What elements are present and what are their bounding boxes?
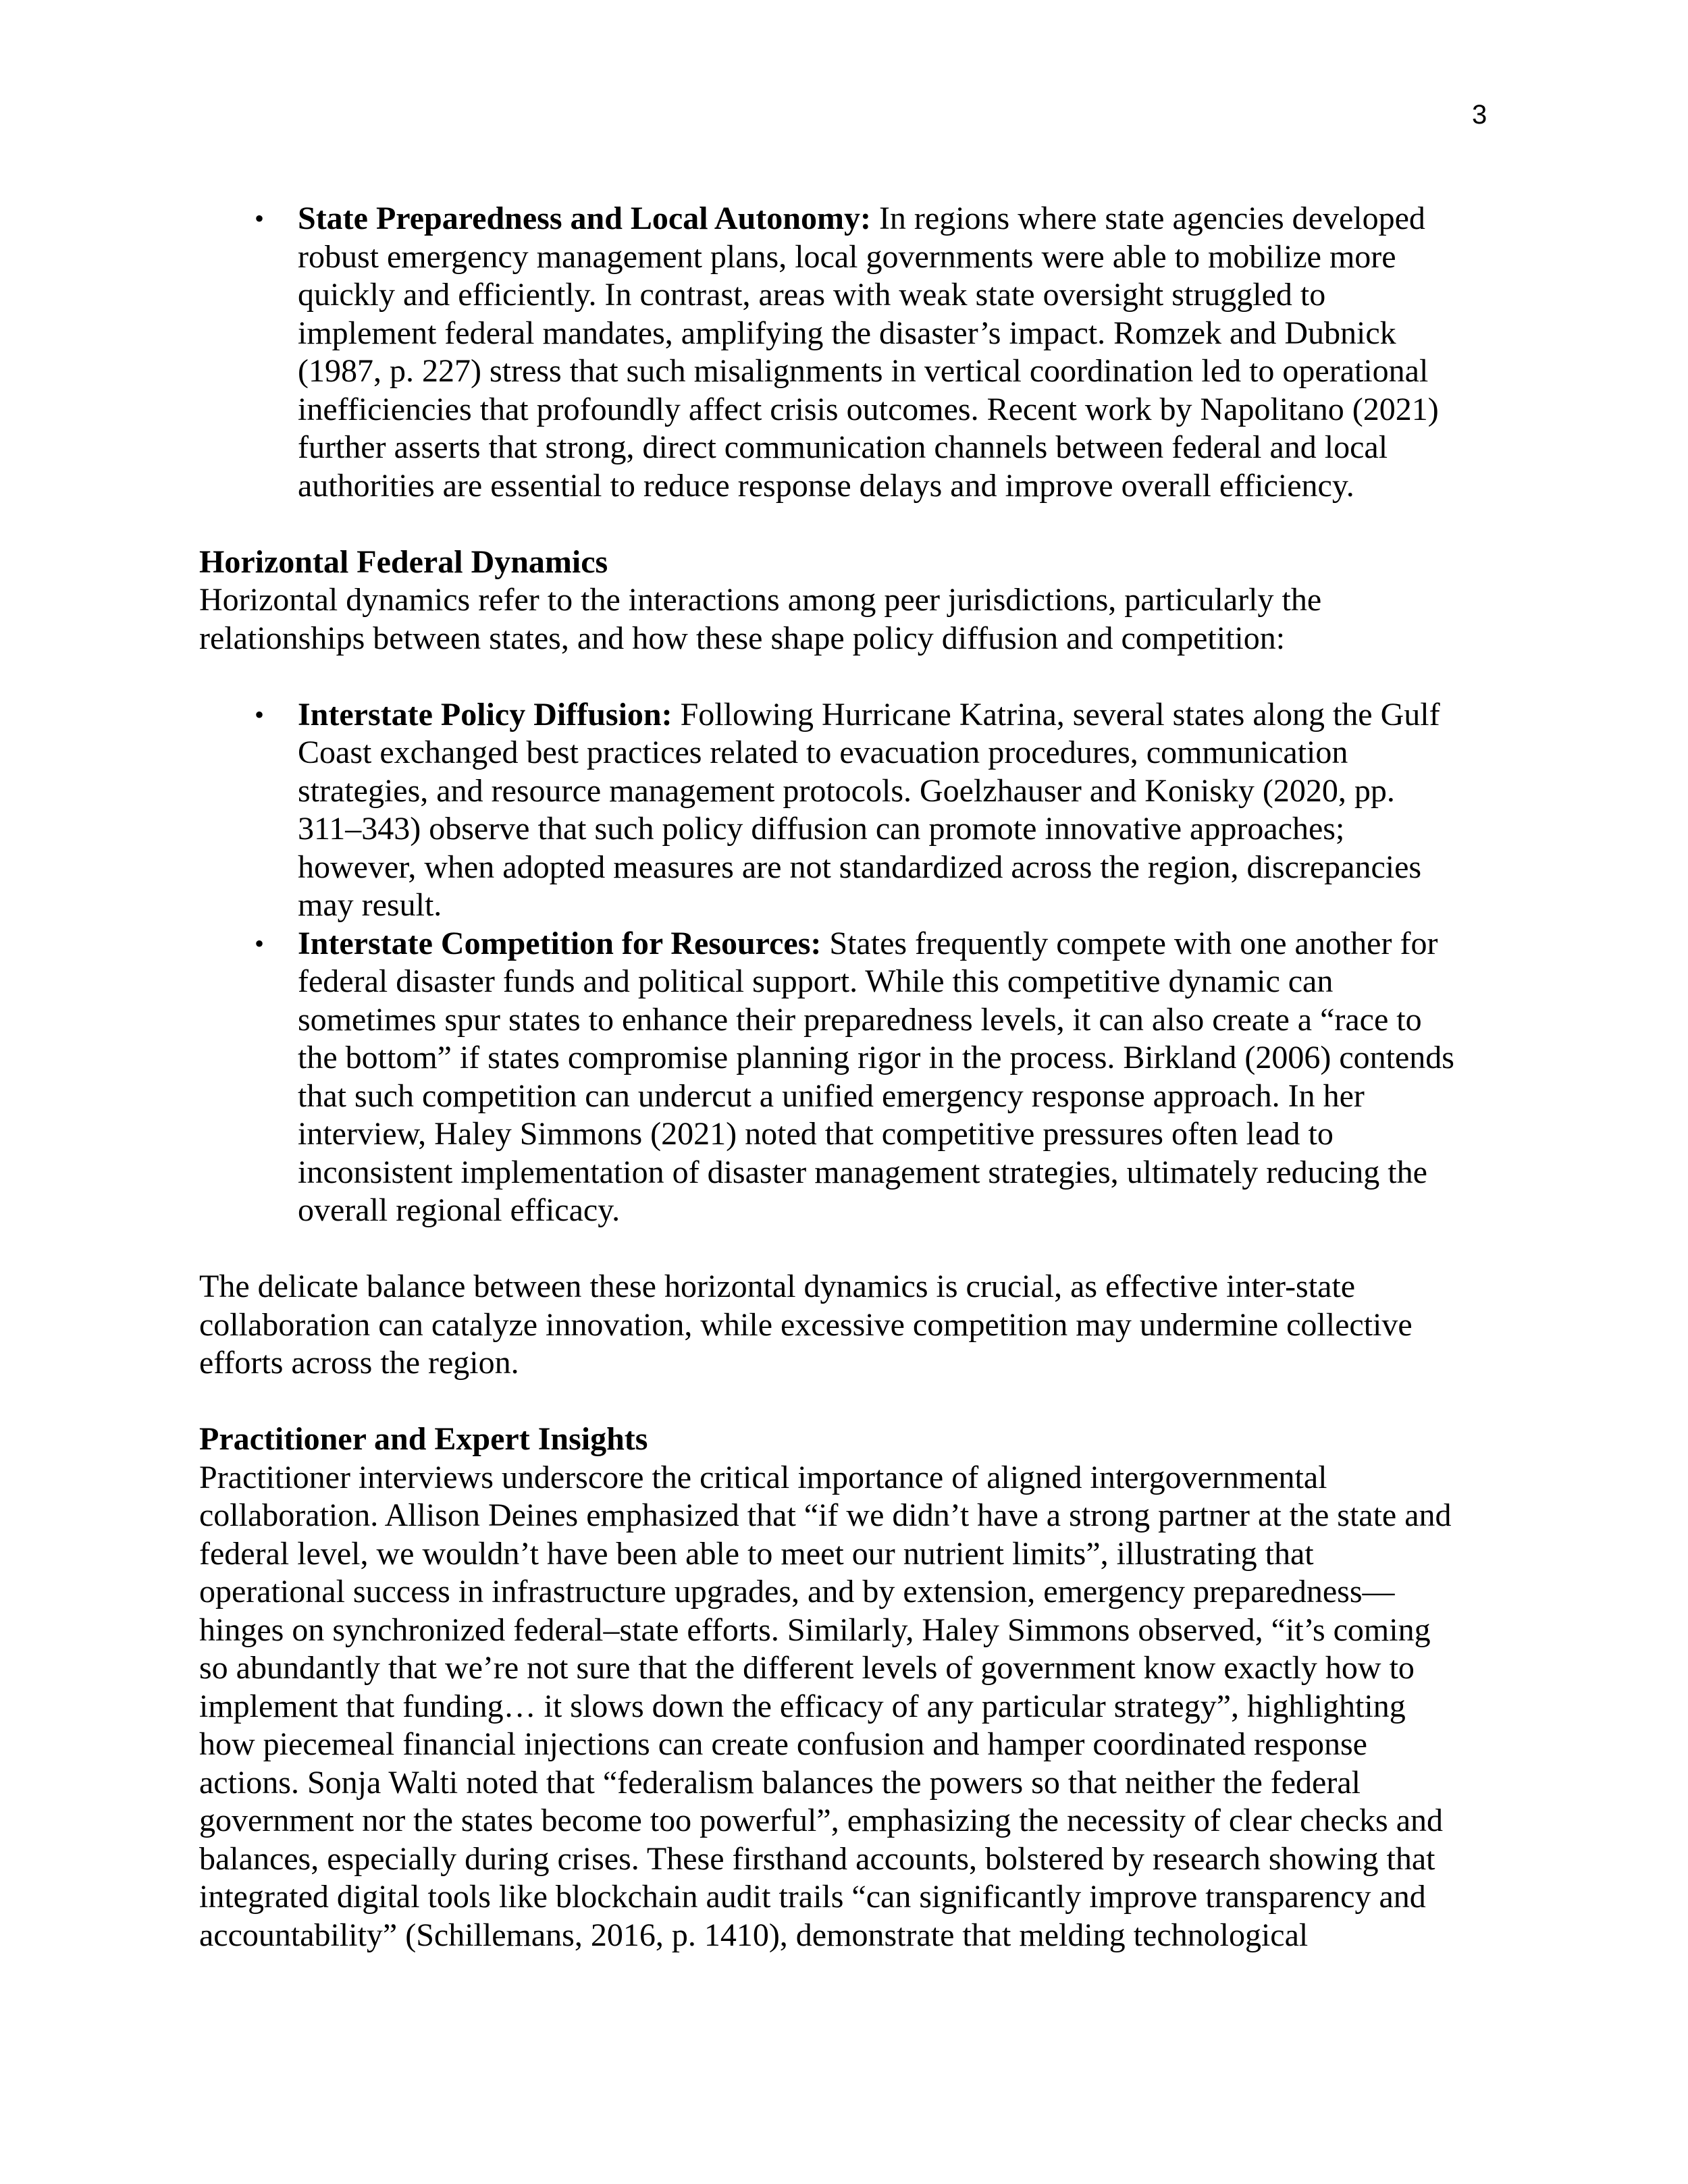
text-line: 311–343) observe that such policy diffusion can promote innovative approaches; [298,811,1345,847]
text-line: operational success in infrastructure upgrades, and by extension, emergency preparedness— [199,1574,1395,1609]
text-line: inefficiencies that profoundly affect crisis outcomes. Recent work by Napolitano (2021) [298,391,1439,427]
text-line: how piecemeal financial injections can create confusion and hamper coordinated response [199,1726,1367,1762]
bullet-item [199,925,1550,1230]
section-heading: Horizontal Federal Dynamics [199,543,608,580]
bullet-text: Following Hurricane Katrina, several states along the Gulf [672,696,1440,733]
text-line: collaboration. Allison Deines emphasized that “if we didn’t have a strong partner at the state and [199,1497,1452,1533]
text-line: that such competition can undercut a unified emergency response approach. In her [298,1077,1365,1114]
text-line: Horizontal dynamics refer to the interactions among peer jurisdictions, particularly the [199,582,1322,618]
text-line: (1987, p. 227) stress that such misalignments in vertical coordination led to operational [298,353,1429,389]
text-line: overall regional efficacy. [298,1192,621,1228]
text-line: integrated digital tools like blockchain audit trails “can significantly improve transparency and [199,1879,1426,1915]
text-line: efforts across the region. [199,1345,519,1381]
bullet-item [199,200,1550,505]
text-line: implement that funding… it slows down the efficacy of any particular strategy”, highlighting [199,1688,1406,1724]
text-line: federal disaster funds and political support. While this competitive dynamic can [298,963,1334,999]
text-line: authorities are essential to reduce response delays and improve overall efficiency. [298,467,1354,504]
bullet-list-horizontal [199,696,1550,1230]
text-line: interview, Haley Simmons (2021) noted that competitive pressures often lead to [298,1116,1334,1152]
bullet-item [199,696,1550,925]
text-line: actions. Sonja Walti noted that “federalism balances the powers so that neither the federal [199,1764,1361,1801]
text-line [298,696,1550,735]
text-line: accountability” (Schillemans, 2016, p. 1410), demonstrate that melding technological [199,1917,1309,1953]
document-body [199,200,1550,1954]
text-line: collaboration can catalyze innovation, while excessive competition may undermine collective [199,1306,1413,1343]
bullet-icon: • [255,928,265,959]
text-line: sometimes spur states to enhance their preparedness levels, it can also create a “race to [298,1001,1422,1038]
text-line: inconsistent implementation of disaster management strategies, ultimately reducing the [298,1154,1427,1190]
page-number: 3 [1472,100,1487,130]
text-line: strategies, and resource management protocols. Goelzhauser and Konisky (2020, pp. [298,772,1395,809]
text-line: hinges on synchronized federal–state efforts. Similarly, Haley Simmons observed, “it’s coming [199,1612,1431,1648]
bullet-text: States frequently compete with one another for [821,925,1438,961]
text-line: implement federal mandates, amplifying the disaster’s impact. Romzek and Dubnick [298,315,1396,351]
text-line: government nor the states become too powerful”, emphasizing the necessity of clear checks and [199,1803,1443,1838]
text-line: balances, especially during crises. These firsthand accounts, bolstered by research showing that [199,1840,1435,1877]
insights-paragraph [199,1459,1550,1955]
text-line: further asserts that strong, direct communication channels between federal and local [298,429,1388,465]
text-line: the bottom” if states compromise planning rigor in the process. Birkland (2006) contends [298,1040,1454,1075]
bullet-lead: Interstate Policy Diffusion: [298,696,672,733]
text-line [298,200,1550,238]
bullet-icon: • [255,203,265,234]
text-line: robust emergency management plans, local governments were able to mobilize more [298,238,1396,275]
text-line: relationships between states, and how these shape policy diffusion and competition: [199,620,1286,656]
text-line: Coast exchanged best practices related to evacuation procedures, communication [298,735,1348,770]
text-line: however, when adopted measures are not standardized across the region, discrepancies [298,849,1422,885]
section-intro-paragraph [199,581,1550,658]
bullet-icon: • [255,699,265,730]
text-line: The delicate balance between these horizontal dynamics is crucial, as effective inter-state [199,1269,1356,1304]
bullet-lead: State Preparedness and Local Autonomy: [298,201,871,236]
text-line [298,925,1550,963]
text-line: may result. [298,887,442,923]
text-line: quickly and efficiently. In contrast, areas with weak state oversight struggled to [298,277,1326,313]
bullet-list-vertical [199,200,1550,505]
bullet-text: In regions where state agencies developed [870,201,1425,236]
text-line: federal level, we wouldn’t have been able to meet our nutrient limits”, illustrating that [199,1535,1314,1572]
section-heading: Practitioner and Expert Insights [199,1421,648,1457]
text-line: so abundantly that we’re not sure that the different levels of government know exactly how to [199,1650,1415,1686]
text-line: Practitioner interviews underscore the critical importance of aligned intergovernmental [199,1459,1327,1495]
bullet-lead: Interstate Competition for Resources: [298,925,822,961]
balance-paragraph [199,1268,1550,1383]
